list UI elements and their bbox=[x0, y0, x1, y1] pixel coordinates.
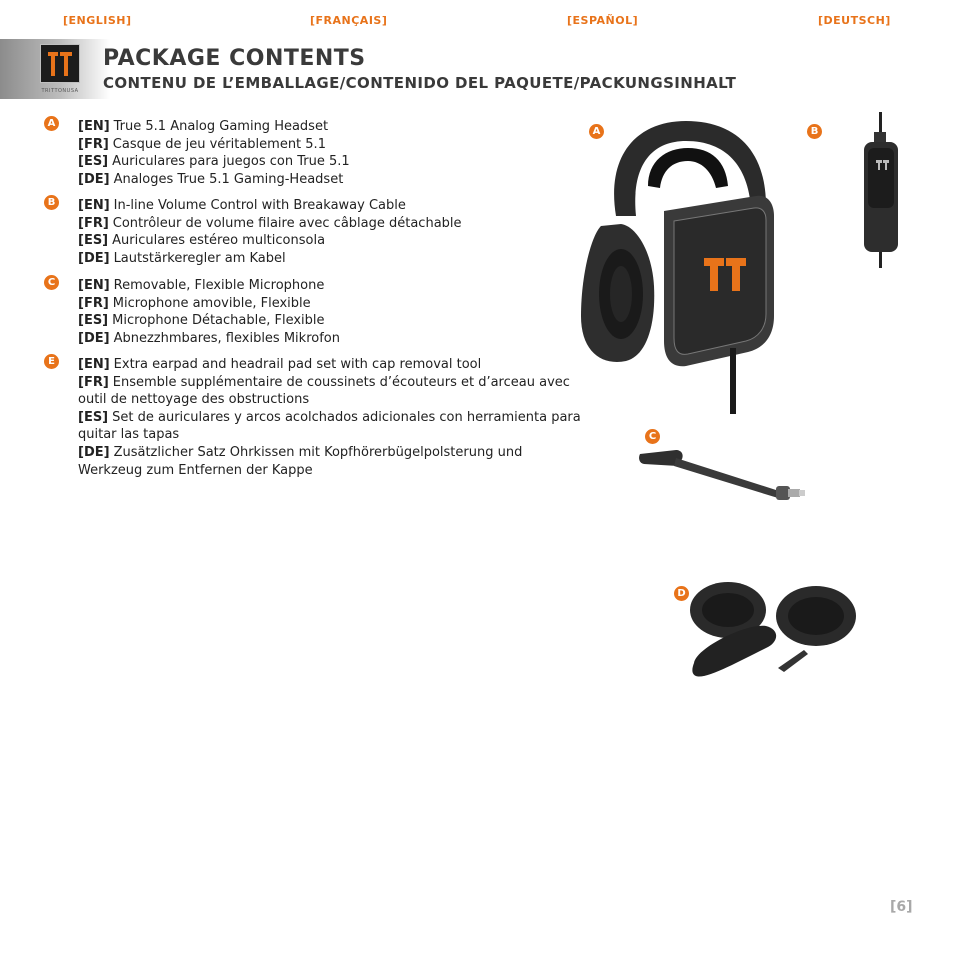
lang-tag: [FR] bbox=[78, 136, 109, 152]
item-text: Casque de jeu véritablement 5.1 bbox=[112, 136, 326, 152]
lang-tag: [DE] bbox=[78, 444, 110, 460]
lang-tag: [FR] bbox=[78, 295, 109, 311]
lang-tag: [EN] bbox=[78, 278, 110, 293]
item-text: Auriculares estéreo multiconsola bbox=[112, 233, 326, 249]
volume-control-image bbox=[852, 112, 912, 272]
lang-tag: [FR] bbox=[78, 374, 109, 390]
logo-wordmark: TRITTONUSA bbox=[41, 88, 79, 94]
nav-francais[interactable]: [FRANÇAIS] bbox=[310, 14, 388, 27]
item-a-fr bbox=[78, 136, 583, 154]
nav-english[interactable]: [ENGLISH] bbox=[63, 14, 132, 27]
page-subtitle: CONTENU DE L’EMBALLAGE/CONTENIDO DEL PAQUETE/PACKUNGSINHALT bbox=[103, 74, 737, 92]
earpads-image bbox=[686, 578, 866, 688]
item-b-fr bbox=[78, 215, 583, 233]
item-a-en bbox=[78, 118, 583, 136]
page-number: [6] bbox=[890, 899, 913, 915]
lang-tag: [ES] bbox=[78, 233, 109, 249]
item-b-text bbox=[78, 197, 583, 267]
item-text: Removable, Flexible Microphone bbox=[113, 278, 325, 293]
item-text: In-line Volume Control with Breakaway Cable bbox=[113, 198, 406, 213]
item-b-de bbox=[78, 250, 583, 268]
item-c-text bbox=[78, 277, 583, 347]
lang-tag: [ES] bbox=[78, 313, 109, 329]
image-label-b: B bbox=[807, 124, 822, 139]
item-c-de bbox=[78, 330, 583, 348]
item-a-es bbox=[78, 153, 583, 171]
item-text: True 5.1 Analog Gaming Headset bbox=[113, 119, 329, 134]
nav-deutsch[interactable]: [DEUTSCH] bbox=[818, 14, 891, 27]
item-text: Contrôleur de volume filaire avec câblage détachable bbox=[112, 215, 462, 231]
lang-tag: [DE] bbox=[78, 250, 110, 266]
item-e-badge: E bbox=[44, 354, 59, 369]
headset-image bbox=[576, 116, 796, 416]
item-c-fr bbox=[78, 295, 583, 313]
item-text: Extra earpad and headrail pad set with cap removal tool bbox=[113, 357, 482, 372]
image-label-d: D bbox=[674, 586, 689, 601]
lang-tag: [DE] bbox=[78, 330, 110, 346]
lang-tag: [FR] bbox=[78, 215, 109, 231]
item-e-text bbox=[78, 356, 583, 479]
item-text: Ensemble supplémentaire de coussinets d’écouteurs et d’arceau avec outil de nettoyage des obstructions bbox=[78, 374, 570, 408]
image-label-c: C bbox=[645, 429, 660, 444]
item-b-badge: B bbox=[44, 195, 59, 210]
item-b-en bbox=[78, 197, 583, 215]
item-text: Set de auriculares y arcos acolchados adicionales con herramienta para quitar las tapas bbox=[78, 409, 581, 443]
item-c-es bbox=[78, 312, 583, 330]
item-a-de bbox=[78, 171, 583, 189]
item-text: Lautstärkeregler am Kabel bbox=[113, 250, 286, 266]
tritton-logo bbox=[40, 44, 80, 83]
item-text: Abnezzhmbares, flexibles Mikrofon bbox=[113, 330, 340, 346]
item-e-fr bbox=[78, 374, 583, 409]
lang-tag: [EN] bbox=[78, 119, 110, 134]
item-text: Microphone amovible, Flexible bbox=[112, 295, 311, 311]
item-text: Zusätzlicher Satz Ohrkissen mit Kopfhörerbügelpolsterung und Werkzeug zum Entfernen der Kappe bbox=[78, 444, 523, 478]
item-text: Auriculares para juegos con True 5.1 bbox=[112, 154, 350, 170]
item-e-en bbox=[78, 356, 583, 374]
item-b-es bbox=[78, 232, 583, 250]
lang-tag: [ES] bbox=[78, 154, 109, 170]
item-a-text bbox=[78, 118, 583, 188]
item-a-badge: A bbox=[44, 116, 59, 131]
lang-tag: [ES] bbox=[78, 409, 109, 425]
item-text: Microphone Détachable, Flexible bbox=[112, 313, 325, 329]
lang-tag: [EN] bbox=[78, 198, 110, 213]
lang-tag: [EN] bbox=[78, 357, 110, 372]
item-e-es bbox=[78, 409, 583, 444]
nav-espanol[interactable]: [ESPAÑOL] bbox=[567, 14, 639, 27]
microphone-image bbox=[636, 446, 811, 516]
page-title: PACKAGE CONTENTS bbox=[103, 46, 366, 71]
image-label-a: A bbox=[589, 124, 604, 139]
item-e-de bbox=[78, 444, 583, 479]
item-c-en bbox=[78, 277, 583, 295]
lang-tag: [DE] bbox=[78, 171, 110, 187]
item-text: Analoges True 5.1 Gaming-Headset bbox=[113, 171, 344, 187]
item-c-badge: C bbox=[44, 275, 59, 290]
